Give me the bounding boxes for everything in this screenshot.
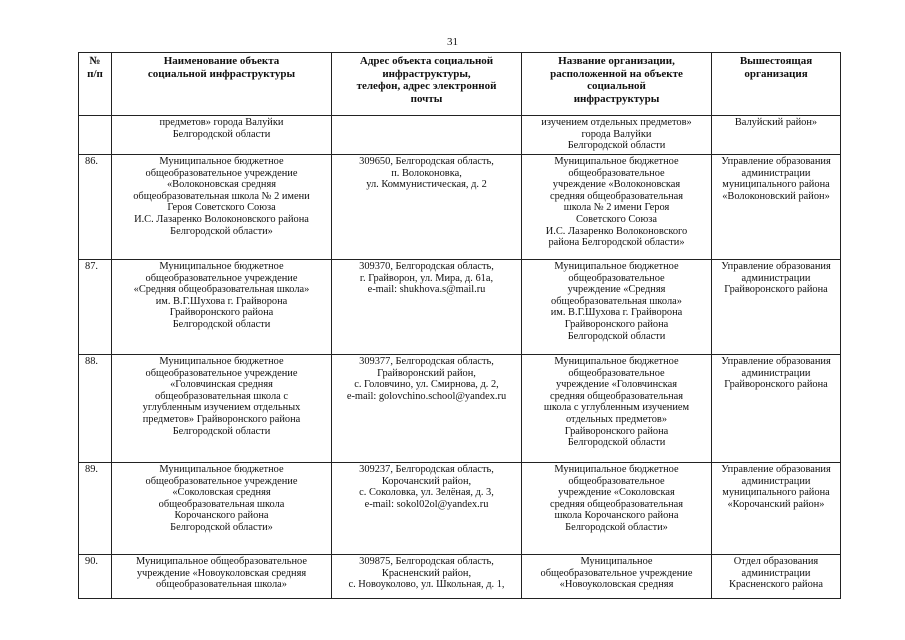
- header-organization: Название организации, расположенной на объекте социальной инфраструктуры: [522, 53, 712, 116]
- cell-address: 309377, Белгородская область, Грайворонский район, с. Головчино, ул. Смирнова, д. 2, e-mail: golovchino.school@yandex.ru: [332, 355, 522, 463]
- cell-object-name: Муниципальное общеобразовательное учреждение «Новоуколовская средняя общеобразовательная школа»: [112, 555, 332, 599]
- table-row: [79, 463, 841, 555]
- cell-address: 309237, Белгородская область, Корочанский район, с. Соколовка, ул. Зелёная, д. 3, e-mail: sokol02ol@yandex.ru: [332, 463, 522, 555]
- cell-num: 87.: [79, 260, 112, 355]
- cell-parent-organization: Управление образования администрации муниципального района «Волоконовский район»: [712, 155, 841, 260]
- cell-num: 86.: [79, 155, 112, 260]
- cell-parent-organization: Управление образования администрации муниципального района «Корочанский район»: [712, 463, 841, 555]
- cell-object-name: предметов» города Валуйки Белгородской области: [112, 116, 332, 155]
- cell-num: [79, 116, 112, 155]
- cell-object-name: Муниципальное бюджетное общеобразовательное учреждение «Соколовская средняя общеобразовательная школа Корочанского района Белгородской области»: [112, 463, 332, 555]
- cell-object-name: Муниципальное бюджетное общеобразовательное учреждение «Волоконовская средняя общеобразовательная школа № 2 имени Героя Советского Союза И.С. Лазаренко Волоконовского района Белгородской области»: [112, 155, 332, 260]
- cell-organization: Муниципальное общеобразовательное учреждение «Новоуколовская средняя: [522, 555, 712, 599]
- cell-parent-organization: Управление образования администрации Грайворонского района: [712, 260, 841, 355]
- header-num: № п/п: [79, 53, 112, 116]
- social-infrastructure-table: [78, 52, 841, 599]
- cell-object-name: Муниципальное бюджетное общеобразовательное учреждение «Головчинская средняя общеобразовательная школа с углубленным изучением отдельных предметов» Грайворонского района Белгородской области: [112, 355, 332, 463]
- cell-organization: Муниципальное бюджетное общеобразовательное учреждение «Средняя общеобразовательная школа» им. В.Г.Шухова г. Грайворона Грайворонского района Белгородской области: [522, 260, 712, 355]
- cell-parent-organization: Отдел образования администрации Красненского района: [712, 555, 841, 599]
- cell-num: 89.: [79, 463, 112, 555]
- page-number: 31: [447, 36, 458, 48]
- table-header-row: [79, 53, 841, 116]
- cell-organization: Муниципальное бюджетное общеобразовательное учреждение «Соколовская средняя общеобразовательная школа Корочанского района Белгородской области»: [522, 463, 712, 555]
- cell-address: [332, 116, 522, 155]
- cell-num: 90.: [79, 555, 112, 599]
- cell-address: 309875, Белгородская область, Красненский район, с. Новоуколово, ул. Школьная, д. 1,: [332, 555, 522, 599]
- cell-organization: Муниципальное бюджетное общеобразовательное учреждение «Волоконовская средняя общеобразовательная школа № 2 имени Героя Советского Союза И.С. Лазаренко Волоконовского района Белгородской области»: [522, 155, 712, 260]
- table-row-continuation: [79, 116, 841, 155]
- header-address: Адрес объекта социальной инфраструктуры, телефон, адрес электронной почты: [332, 53, 522, 116]
- cell-object-name: Муниципальное бюджетное общеобразовательное учреждение «Средняя общеобразовательная школа» им. В.Г.Шухова г. Грайворона Грайворонского района Белгородской области: [112, 260, 332, 355]
- cell-organization: изучением отдельных предметов» города Валуйки Белгородской области: [522, 116, 712, 155]
- table-row: [79, 355, 841, 463]
- table-row: [79, 260, 841, 355]
- cell-organization: Муниципальное бюджетное общеобразовательное учреждение «Головчинская средняя общеобразовательная школа с углубленным изучением отдельных предметов» Грайворонского района Белгородской области: [522, 355, 712, 463]
- cell-address: 309650, Белгородская область, п. Волоконовка, ул. Коммунистическая, д. 2: [332, 155, 522, 260]
- header-object-name: Наименование объекта социальной инфраструктуры: [112, 53, 332, 116]
- cell-address: 309370, Белгородская область, г. Грайворон, ул. Мира, д. 61а, e-mail: shukhova.s@mail.ru: [332, 260, 522, 355]
- cell-parent-organization: Управление образования администрации Грайворонского района: [712, 355, 841, 463]
- table-row: [79, 555, 841, 599]
- cell-num: 88.: [79, 355, 112, 463]
- header-parent-organization: Вышестоящая организация: [712, 53, 841, 116]
- table-row: [79, 155, 841, 260]
- cell-parent-organization: Валуйский район»: [712, 116, 841, 155]
